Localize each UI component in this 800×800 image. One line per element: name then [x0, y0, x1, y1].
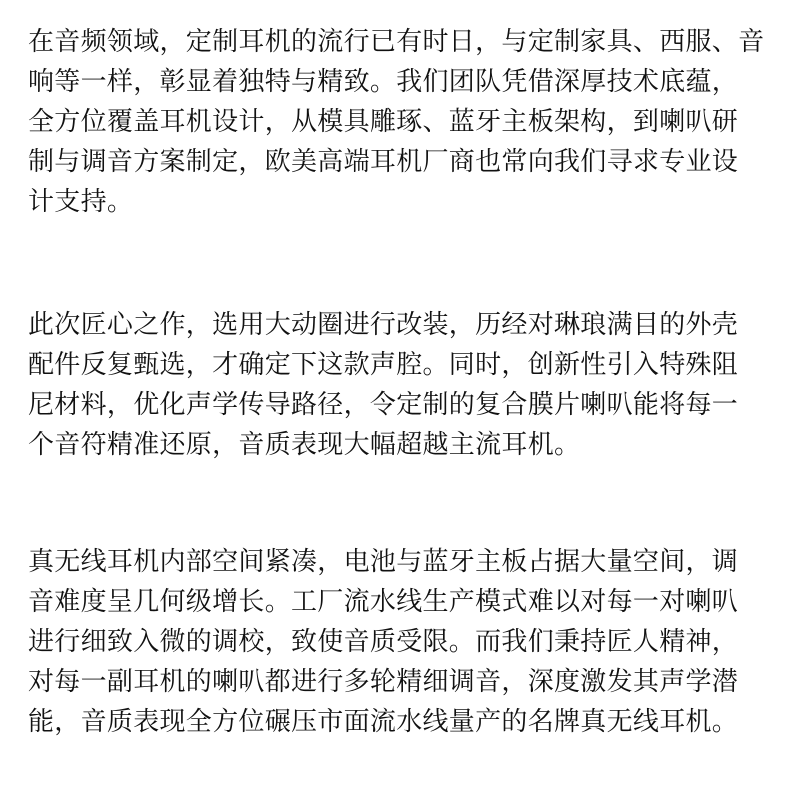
text-line: 在音频领域，定制耳机的流行已有时日，与定制家具、西服、音: [28, 27, 765, 57]
paragraph-driver-modification: [28, 305, 788, 465]
paragraph-custom-headphones: [28, 22, 788, 222]
text-line: 个音符精准还原，音质表现大幅超越主流耳机。: [28, 430, 581, 460]
text-line: 真无线耳机内部空间紧凑，电池与蓝牙主板占据大量空间，调: [28, 547, 739, 577]
text-line: 尼材料，优化声学传导路径，令定制的复合膜片喇叭能将每一: [28, 390, 739, 420]
text-line: 此次匠心之作，选用大动圈进行改装，历经对琳琅满目的外壳: [28, 310, 739, 340]
text-line: 响等一样，彰显着独特与精致。我们团队凭借深厚技术底蕴，: [28, 67, 739, 97]
text-line: 计支持。: [28, 187, 134, 217]
text-line: 配件反复甄选，才确定下这款声腔。同时，创新性引入特殊阻: [28, 350, 739, 380]
text-line: 能，音质表现全方位碾压市面流水线量产的名牌真无线耳机。: [28, 707, 739, 737]
text-line: 制与调音方案制定，欧美高端耳机厂商也常向我们寻求专业设: [28, 147, 739, 177]
text-line: 全方位覆盖耳机设计，从模具雕琢、蓝牙主板架构，到喇叭研: [28, 107, 739, 137]
paragraph-true-wireless-tuning: [28, 542, 788, 742]
text-line: 对每一副耳机的喇叭都进行多轮精细调音，深度激发其声学潜: [28, 667, 739, 697]
text-line: 音难度呈几何级增长。工厂流水线生产模式难以对每一对喇叭: [28, 587, 739, 617]
text-line: 进行细致入微的调校，致使音质受限。而我们秉持匠人精神，: [28, 627, 739, 657]
